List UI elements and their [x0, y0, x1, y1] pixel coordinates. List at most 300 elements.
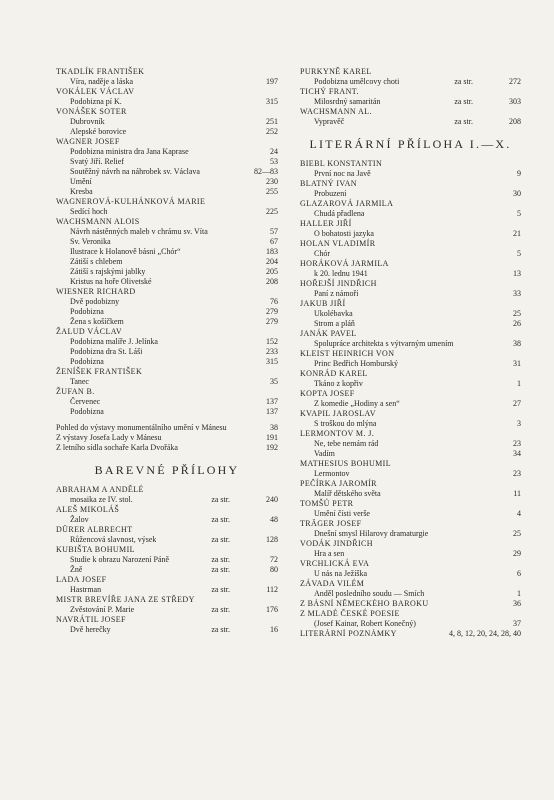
- work-title: Milosrdný samaritán: [314, 97, 381, 106]
- page-number: 197: [266, 77, 278, 86]
- author-name: LITERÁRNÍ POZNÁMKY: [300, 629, 397, 638]
- work-title: Hastrman: [70, 585, 102, 594]
- work-row: [56, 97, 278, 107]
- page-number: 255: [266, 187, 278, 196]
- author-name: LERMONTOV M. J.: [300, 429, 375, 438]
- page-reference: [207, 585, 278, 595]
- exhibition-row: [56, 433, 278, 443]
- page-number: 82—83: [254, 167, 278, 176]
- work-row: [56, 77, 278, 87]
- author-name: KONRÁD KAREL: [300, 369, 368, 378]
- work-row: [300, 569, 521, 579]
- work-title: Žalov: [70, 515, 89, 524]
- exhibition-title: Z letního sídla sochaře Karla Dvořáka: [56, 443, 178, 452]
- exhibition-row: [56, 423, 278, 433]
- page-prefix: za str.: [454, 77, 473, 86]
- index-entry: [300, 499, 521, 519]
- left-column: [56, 67, 278, 635]
- work-row: [300, 169, 521, 179]
- page-prefix: za str.: [211, 625, 230, 634]
- index-entry: [300, 599, 521, 609]
- author-name: ZÁVADA VILÉM: [300, 579, 365, 588]
- work-title: Tkáno z kopřiv: [314, 379, 363, 388]
- work-title: Podobizna umělcovy choti: [314, 77, 400, 86]
- index-entry: [300, 609, 521, 629]
- literary-list: [300, 159, 521, 639]
- page-number: 21: [513, 229, 521, 238]
- author-name: MISTR BREVÍŘE JANA ZE STŘEDY: [56, 595, 195, 604]
- work-title: Dnešní smysl Hilarovy dramaturgie: [314, 529, 429, 538]
- page-number: 6: [517, 569, 521, 578]
- page-number: 23: [513, 469, 521, 478]
- work-title: Víra, naděje a láska: [70, 77, 134, 86]
- author-name: KOPTA JOSEF: [300, 389, 355, 398]
- index-entry: [300, 349, 521, 369]
- author-name: BLATNÝ IVAN: [300, 179, 357, 188]
- work-title: Probuzení: [314, 189, 347, 198]
- page-number: 27: [513, 399, 521, 408]
- page-number: 272: [509, 77, 521, 86]
- author-name: TKADLÍK FRANTIŠEK: [56, 67, 145, 76]
- work-title: Žena s košíčkem: [70, 317, 124, 326]
- work-row: [300, 209, 521, 219]
- page-number: 1: [517, 589, 521, 598]
- page-number: 208: [509, 117, 521, 126]
- work-title: Podobizna dra St. Láši: [70, 347, 143, 356]
- work-title: Podobizna: [70, 357, 104, 366]
- work-title: Svatý Jiří. Relief: [70, 157, 124, 166]
- page-prefix: za str.: [211, 605, 230, 614]
- exhibition-list: [56, 423, 278, 453]
- work-row: [56, 625, 278, 635]
- page-number: 4: [517, 509, 521, 518]
- work-title: Princ Bedřich Homburský: [314, 359, 398, 368]
- author-name: WACHSMANN ALOIS: [56, 217, 140, 226]
- index-entry: [56, 367, 278, 387]
- page-number: 16: [270, 625, 278, 634]
- work-row: [56, 187, 278, 197]
- work-row: [56, 337, 278, 347]
- author-name: LADA JOSEF: [56, 575, 107, 584]
- work-row: [56, 555, 278, 565]
- work-row: [300, 439, 521, 449]
- work-title: Dvě podobizny: [70, 297, 120, 306]
- index-entry: [56, 67, 278, 87]
- index-entry: [56, 327, 278, 367]
- work-row: [56, 227, 278, 237]
- work-title: Kresba: [70, 187, 93, 196]
- index-entry: [56, 197, 278, 217]
- work-row: [300, 589, 521, 599]
- work-title: Malíř dětského světa: [314, 489, 381, 498]
- index-entry: [56, 595, 278, 615]
- work-row: [56, 237, 278, 247]
- work-row: [56, 317, 278, 327]
- page-reference: [450, 77, 521, 87]
- work-title: Lermontov: [314, 469, 350, 478]
- work-title: Podobizna ministra dra Jana Kaprase: [70, 147, 189, 156]
- work-row: [300, 77, 521, 87]
- work-title: Ukolébavka: [314, 309, 353, 318]
- page-number: 176: [266, 605, 278, 614]
- work-row: [300, 449, 521, 459]
- author-name: MATHESIUS BOHUMIL: [300, 459, 392, 468]
- index-entry: [300, 159, 521, 179]
- author-name: VODÁK JINDŘICH: [300, 539, 373, 548]
- page-prefix: za str.: [211, 555, 230, 564]
- page-number: 36: [513, 599, 521, 608]
- work-row: [56, 277, 278, 287]
- work-title: Spolupráce architekta s výtvarným umením: [314, 339, 454, 348]
- work-title: U nás na Ježíška: [314, 569, 368, 578]
- work-row: [56, 127, 278, 137]
- work-title: Strom a pláň: [314, 319, 355, 328]
- index-entry: [300, 409, 521, 429]
- author-name: NAVRÁTIL JOSEF: [56, 615, 126, 624]
- page-number: 48: [270, 515, 278, 524]
- author-name: JANÁK PAVEL: [300, 329, 357, 338]
- page-number: 204: [266, 257, 278, 266]
- work-title: Dubrovník: [70, 117, 105, 126]
- work-title: Návrh nástěnných maleb v chrámu sv. Víta: [70, 227, 208, 236]
- entry-row: [300, 629, 521, 639]
- index-entry: [300, 539, 521, 559]
- entry-row: [300, 599, 521, 609]
- author-name: KVAPIL JAROSLAV: [300, 409, 376, 418]
- index-entry: [300, 67, 521, 87]
- page-reference: [207, 565, 278, 575]
- work-row: [300, 289, 521, 299]
- author-name: DÜRER ALBRECHT: [56, 525, 133, 534]
- index-entry: [56, 525, 278, 545]
- index-entry: [300, 479, 521, 499]
- author-name: ALEŠ MIKOLÁŠ: [56, 505, 120, 514]
- author-name: VOKÁLEK VÁCLAV: [56, 87, 135, 96]
- author-name: WAGNEROVÁ-KULHÁNKOVÁ MARIE: [56, 197, 206, 206]
- page-number: 37: [513, 619, 521, 628]
- page-number: 25: [513, 529, 521, 538]
- work-row: [56, 347, 278, 357]
- work-title: Sv. Veronika: [70, 237, 111, 246]
- author-name: WACHSMANN AL.: [300, 107, 372, 116]
- page-number: 24: [270, 147, 278, 156]
- work-row: [300, 549, 521, 559]
- work-row: [300, 529, 521, 539]
- page-number: 53: [270, 157, 278, 166]
- work-row: [56, 247, 278, 257]
- work-row: [56, 157, 278, 167]
- page-number: 67: [270, 237, 278, 246]
- author-name: HOŘEJŠÍ JINDŘICH: [300, 279, 377, 288]
- work-row: [300, 309, 521, 319]
- work-title: Ilustrace k Holanově básni „Chór“: [70, 247, 181, 256]
- page-number: 1: [517, 379, 521, 388]
- author-name: PURKYNĚ KAREL: [300, 67, 372, 76]
- page-number: 240: [266, 495, 278, 504]
- work-row: [56, 397, 278, 407]
- index-entry: [56, 505, 278, 525]
- page-number: 38: [270, 423, 278, 432]
- page-number: 128: [266, 535, 278, 544]
- index-entry: [56, 615, 278, 635]
- index-entry: [300, 459, 521, 479]
- work-row: [56, 117, 278, 127]
- work-title: Ne, tebe nemám rád: [314, 439, 379, 448]
- work-title: Umění čísti verše: [314, 509, 370, 518]
- index-entry: [56, 545, 278, 575]
- work-title: Soutěžný návrh na náhrobek sv. Václava: [70, 167, 200, 176]
- work-title: Chudá přadlena: [314, 209, 365, 218]
- work-title: Kristus na hoře Olivetské: [70, 277, 152, 286]
- page-number: 23: [513, 439, 521, 448]
- index-entry: [300, 579, 521, 599]
- page-number: 80: [270, 565, 278, 574]
- right-color-list: [300, 67, 521, 127]
- exhibition-title: Pohled do výstavy monumentálního umění v Mánesu: [56, 423, 227, 432]
- exhibition-title: Z výstavy Josefa Lady v Mánesu: [56, 433, 162, 442]
- author-name: WIESNER RICHARD: [56, 287, 136, 296]
- work-row: [56, 515, 278, 525]
- page-number: 4, 8, 12, 20, 24, 28, 40: [449, 629, 521, 638]
- page-reference: [207, 625, 278, 635]
- work-row: [300, 269, 521, 279]
- page-number: 315: [266, 357, 278, 366]
- page-number: 33: [513, 289, 521, 298]
- author-name: WAGNER JOSEF: [56, 137, 120, 146]
- work-row: [56, 167, 278, 177]
- author-name: ŽUFAN B.: [56, 387, 95, 396]
- work-row: [300, 97, 521, 107]
- work-title: O bohatosti jazyka: [314, 229, 374, 238]
- page-number: 26: [513, 319, 521, 328]
- work-title: Sedící hoch: [70, 207, 108, 216]
- work-row: [300, 379, 521, 389]
- work-title: Vypravěč: [314, 117, 345, 126]
- page-number: 35: [270, 377, 278, 386]
- work-title: Zátiší s rajskými jablky: [70, 267, 146, 276]
- work-row: [56, 357, 278, 367]
- work-row: [56, 535, 278, 545]
- index-entry: [300, 219, 521, 239]
- page-number: 25: [513, 309, 521, 318]
- work-row: [300, 469, 521, 479]
- work-row: [56, 377, 278, 387]
- page-number: 303: [509, 97, 521, 106]
- page-number: 76: [270, 297, 278, 306]
- index-entry: [56, 107, 278, 137]
- right-column: [300, 67, 521, 639]
- author-name: ŽENÍŠEK FRANTIŠEK: [56, 367, 143, 376]
- work-title: Podobizna pí K.: [70, 97, 122, 106]
- work-row: [300, 399, 521, 409]
- page-reference: [450, 117, 521, 127]
- author-name: HOLAN VLADIMÍR: [300, 239, 376, 248]
- author-name: HALLER JIŘÍ: [300, 219, 352, 228]
- author-name: TOMŠŮ PETR: [300, 499, 354, 508]
- index-entry: [300, 299, 521, 329]
- work-row: [300, 359, 521, 369]
- page-number: 315: [266, 97, 278, 106]
- page-number: 31: [513, 359, 521, 368]
- index-entry: [56, 287, 278, 327]
- work-row: [56, 307, 278, 317]
- page-prefix: za str.: [211, 565, 230, 574]
- page-reference: [207, 605, 278, 615]
- page-reference: [450, 97, 521, 107]
- index-entry: [300, 87, 521, 107]
- work-title: Červenec: [70, 397, 101, 406]
- index-entry: [300, 369, 521, 389]
- index-entry: [300, 279, 521, 299]
- page-number: 57: [270, 227, 278, 236]
- work-title: Hra a sen: [314, 549, 345, 558]
- page-number: 251: [266, 117, 278, 126]
- work-row: [300, 249, 521, 259]
- work-row: [300, 419, 521, 429]
- author-name: BIEBL KONSTANTIN: [300, 159, 383, 168]
- page-number: 5: [517, 209, 521, 218]
- index-entry: [300, 239, 521, 259]
- author-name: VRCHLICKÁ EVA: [300, 559, 370, 568]
- work-title: Podobizna: [70, 307, 104, 316]
- index-entry: [56, 217, 278, 287]
- page-number: 192: [266, 443, 278, 452]
- page-number: 191: [266, 433, 278, 442]
- work-title: Alepské borovice: [70, 127, 127, 136]
- page-number: 208: [266, 277, 278, 286]
- work-row: [56, 565, 278, 575]
- work-title: Umění: [70, 177, 92, 186]
- author-name: HORÁKOVÁ JARMILA: [300, 259, 389, 268]
- page-number: 137: [266, 407, 278, 416]
- work-title: První noc na Javě: [314, 169, 371, 178]
- index-entry: [300, 179, 521, 199]
- page-number: 279: [266, 307, 278, 316]
- page-reference: [207, 535, 278, 545]
- work-row: [300, 319, 521, 329]
- work-row: [300, 619, 521, 629]
- author-name: Z MLADÉ ČESKÉ POESIE: [300, 609, 400, 618]
- page-number: 3: [517, 419, 521, 428]
- work-title: Z komedie „Hodiny a sen“: [314, 399, 400, 408]
- author-name: VONÁŠEK SOTER: [56, 107, 127, 116]
- work-row: [56, 407, 278, 417]
- page-prefix: za str.: [454, 97, 473, 106]
- work-row: [300, 339, 521, 349]
- index-entry: [300, 559, 521, 579]
- page-number: 225: [266, 207, 278, 216]
- index-entry: [300, 259, 521, 279]
- work-title: Růžencová slavnost, výsek: [70, 535, 157, 544]
- work-row: [56, 495, 278, 505]
- page-number: 72: [270, 555, 278, 564]
- index-entry: [300, 629, 521, 639]
- author-name: KLEIST HEINRICH VON: [300, 349, 395, 358]
- work-title: S troškou do mlýna: [314, 419, 377, 428]
- work-row: [300, 489, 521, 499]
- page-number: 230: [266, 177, 278, 186]
- author-name: KUBIŠTA BOHUMIL: [56, 545, 135, 554]
- work-row: [56, 147, 278, 157]
- page-prefix: za str.: [211, 515, 230, 524]
- index-entry: [56, 575, 278, 595]
- work-title: Tanec: [70, 377, 89, 386]
- page-reference: [207, 515, 278, 525]
- index-entry: [56, 87, 278, 107]
- index-entry: [56, 137, 278, 197]
- work-title: k 20. lednu 1941: [314, 269, 368, 278]
- color-supplements-list: [56, 485, 278, 635]
- page-number: 13: [513, 269, 521, 278]
- page-number: 152: [266, 337, 278, 346]
- page-number: 11: [513, 489, 521, 498]
- work-title: Chór: [314, 249, 330, 258]
- work-row: [56, 207, 278, 217]
- page-number: 252: [266, 127, 278, 136]
- author-name: ABRAHAM A ANDĚLÉ: [56, 485, 144, 494]
- work-row: [56, 605, 278, 615]
- color-supplements-heading: BAREVNÉ PŘÍLOHY: [94, 463, 240, 477]
- work-title: Žně: [70, 565, 83, 574]
- work-row: [56, 177, 278, 187]
- author-name: TRÄGER JOSEF: [300, 519, 362, 528]
- work-title: Podobizna malíře J. Jelínka: [70, 337, 158, 346]
- page-number: 233: [266, 347, 278, 356]
- work-title: (Josef Kainar, Robert Konečný): [314, 619, 416, 628]
- index-entry: [300, 199, 521, 219]
- page-prefix: za str.: [211, 495, 230, 504]
- index-entry: [300, 389, 521, 409]
- page-number: 137: [266, 397, 278, 406]
- page-reference: [207, 495, 278, 505]
- left-index-list: [56, 67, 278, 417]
- author-name: Z BÁSNÍ NĚMECKÉHO BAROKU: [300, 599, 429, 608]
- author-name: JAKUB JIŘÍ: [300, 299, 346, 308]
- page-number: 183: [266, 247, 278, 256]
- author-name: PEČÍRKA JAROMÍR: [300, 479, 377, 488]
- page-number: 9: [517, 169, 521, 178]
- author-name: TICHÝ FRANT.: [300, 87, 359, 96]
- work-row: [56, 267, 278, 277]
- author-name: GLAZAROVÁ JARMILA: [300, 199, 394, 208]
- work-row: [300, 229, 521, 239]
- work-title: Paní z námoří: [314, 289, 359, 298]
- index-entry: [300, 329, 521, 349]
- index-entry: [300, 107, 521, 127]
- work-row: [300, 509, 521, 519]
- page-prefix: za str.: [211, 535, 230, 544]
- page-number: 112: [266, 585, 278, 594]
- page-number: 34: [513, 449, 521, 458]
- work-row: [300, 189, 521, 199]
- work-title: Dvě herečky: [70, 625, 111, 634]
- page-number: 30: [513, 189, 521, 198]
- page-reference: [207, 555, 278, 565]
- index-entry: [56, 387, 278, 417]
- exhibition-row: [56, 443, 278, 453]
- work-title: Zátiší s chlebem: [70, 257, 123, 266]
- index-entry: [300, 429, 521, 459]
- page-prefix: za str.: [454, 117, 473, 126]
- work-title: Anděl posledního soudu — Smích: [314, 589, 425, 598]
- page-number: 38: [513, 339, 521, 348]
- index-entry: [56, 485, 278, 505]
- page-number: 5: [517, 249, 521, 258]
- index-entry: [300, 519, 521, 539]
- page-number: 279: [266, 317, 278, 326]
- work-title: Vadím: [314, 449, 335, 458]
- work-row: [56, 257, 278, 267]
